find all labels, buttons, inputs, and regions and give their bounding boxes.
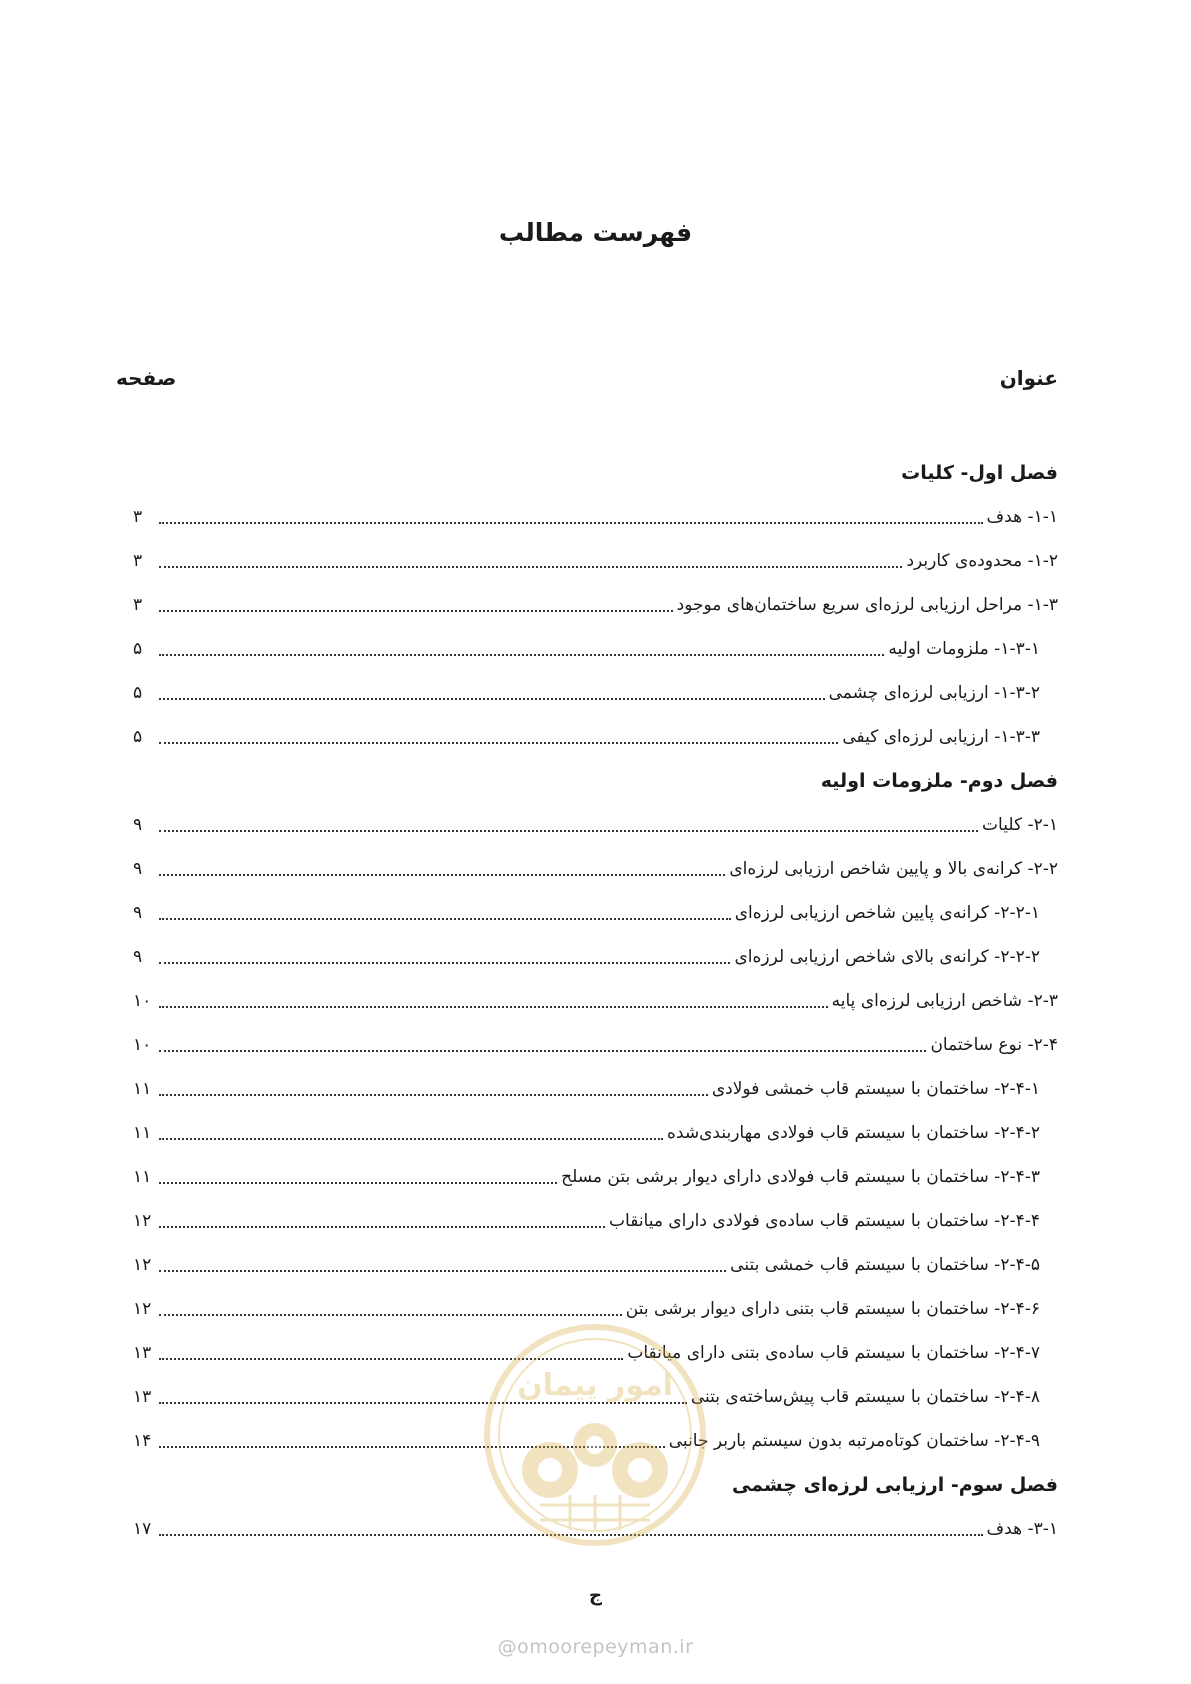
toc-entry[interactable]: [133, 935, 1058, 979]
toc-dot-leader: [159, 1314, 622, 1316]
toc-chapter-heading: فصل سوم- ارزیابی لرزه‌ای چشمی: [731, 1474, 1058, 1496]
watermark-site-text: omoorepeyman.ir: [517, 1636, 694, 1658]
toc-entry-label: ۲-۳- شاخص ارزیابی لرزه‌ای پایه: [831, 991, 1058, 1011]
toc-entry-page: ۹: [133, 859, 143, 879]
at-icon: @: [497, 1636, 518, 1658]
toc-chapter-heading: فصل اول- کلیات: [901, 462, 1058, 484]
toc-dot-leader: [159, 1182, 557, 1184]
toc-entry-label: ۲-۴-۳- ساختمان با سیستم قاب فولادی دارای دیوار برشی بتن مسلح: [561, 1167, 1040, 1187]
toc-entry[interactable]: [133, 1155, 1058, 1199]
toc-entry-label: ۲-۴- نوع ساختمان: [930, 1035, 1058, 1055]
toc-entry-page: ۵: [133, 727, 143, 747]
toc-entry-page: ۱۷: [133, 1519, 152, 1539]
watermark-seal-icon: [480, 1320, 710, 1550]
toc-entry[interactable]: [133, 627, 1058, 671]
toc-entry[interactable]: [133, 891, 1058, 935]
watermark-logo-text: امور پیمان: [517, 1368, 673, 1403]
toc-entry-label: ۲-۲- کرانه‌ی بالا و پایین شاخص ارزیابی لرزه‌ای: [729, 859, 1058, 879]
toc-entry-label: ۲-۲-۲- کرانه‌ی بالای شاخص ارزیابی لرزه‌ای: [734, 947, 1040, 967]
toc-dot-leader: [159, 566, 902, 568]
toc-entry[interactable]: [133, 671, 1058, 715]
toc-entry-page: ۱۱: [133, 1123, 152, 1143]
toc-entry-page: ۵: [133, 683, 143, 703]
toc-entry-page: ۱۲: [133, 1299, 152, 1319]
toc-entry-label: ۲-۴-۹- ساختمان کوتاه‌مرتبه بدون سیستم باربر جانبی: [668, 1431, 1040, 1451]
toc-dot-leader: [159, 874, 725, 876]
toc-entry[interactable]: [133, 1111, 1058, 1155]
toc-entry-page: ۱۳: [133, 1387, 152, 1407]
toc-entry-page: ۱۱: [133, 1079, 152, 1099]
toc-entry-page: ۳: [133, 551, 143, 571]
watermark-site: [0, 1636, 1191, 1658]
toc-entry[interactable]: [133, 495, 1058, 539]
toc-entry[interactable]: [133, 1067, 1058, 1111]
toc-entry-label: ۱-۳-۳- ارزیابی لرزه‌ای کیفی: [842, 727, 1040, 747]
toc-dot-leader: [159, 654, 884, 656]
toc-entry-label: ۲-۴-۵- ساختمان با سیستم قاب خمشی بتنی: [730, 1255, 1040, 1275]
toc-entry-page: ۳: [133, 507, 143, 527]
column-header-title: عنوان: [999, 366, 1058, 390]
toc-dot-leader: [159, 918, 731, 920]
toc-entry-label: ۲-۱- کلیات: [982, 815, 1058, 835]
toc-dot-leader: [159, 830, 978, 832]
toc-entry-label: ۱-۳-۲- ارزیابی لرزه‌ای چشمی: [828, 683, 1040, 703]
toc-entry[interactable]: [133, 803, 1058, 847]
toc-entry-page: ۱۰: [133, 1035, 152, 1055]
toc-entry[interactable]: [133, 539, 1058, 583]
toc-entry-label: ۲-۴-۶- ساختمان با سیستم قاب بتنی دارای دیوار برشی بتن: [625, 1299, 1040, 1319]
toc-dot-leader: [159, 522, 983, 524]
toc-entry-label: ۲-۲-۱- کرانه‌ی پایین شاخص ارزیابی لرزه‌ای: [734, 903, 1040, 923]
toc-entry-label: ۱-۲- محدوده‌ی کاربرد: [906, 551, 1058, 571]
toc-entry-page: ۹: [133, 947, 143, 967]
toc-entry-page: ۱۲: [133, 1211, 152, 1231]
toc-entry[interactable]: [133, 1243, 1058, 1287]
toc-entry-page: ۱۲: [133, 1255, 152, 1275]
toc-entry-page: ۱۱: [133, 1167, 152, 1187]
toc-entry[interactable]: [133, 1023, 1058, 1067]
toc-entry-page: ۱۴: [133, 1431, 152, 1451]
toc-entry-label: ۱-۳-۱- ملزومات اولیه: [888, 639, 1040, 659]
toc-entry-page: ۹: [133, 815, 143, 835]
toc-entry-page: ۱۳: [133, 1343, 152, 1363]
toc-entry-label: ۱-۱- هدف: [986, 507, 1058, 527]
toc-entry-label: ۲-۴-۸- ساختمان با سیستم قاب پیش‌ساخته‌ی بتنی: [690, 1387, 1040, 1407]
toc-dot-leader: [159, 1006, 828, 1008]
toc-dot-leader: [159, 698, 825, 700]
toc-chapter-heading: فصل دوم- ملزومات اولیه: [820, 770, 1058, 792]
toc-entry-page: ۹: [133, 903, 143, 923]
toc-entry[interactable]: [133, 583, 1058, 627]
toc-dot-leader: [159, 610, 673, 612]
toc-entry[interactable]: [133, 715, 1058, 759]
toc-dot-leader: [159, 1270, 726, 1272]
toc-entry[interactable]: [133, 847, 1058, 891]
toc-dot-leader: [159, 1094, 708, 1096]
toc-entry-label: ۱-۳- مراحل ارزیابی لرزه‌ای سریع ساختمان‌های موجود: [676, 595, 1058, 615]
page-number: ج: [589, 1585, 602, 1606]
toc-entry-label: ۳-۱- هدف: [986, 1519, 1058, 1539]
toc-entry-label: ۲-۴-۴- ساختمان با سیستم قاب ساده‌ی فولادی دارای میانقاب: [609, 1211, 1040, 1231]
toc-dot-leader: [159, 1226, 605, 1228]
toc-dot-leader: [159, 962, 730, 964]
toc-entry-label: ۲-۴-۱- ساختمان با سیستم قاب خمشی فولادی: [711, 1079, 1040, 1099]
toc-entry-page: ۳: [133, 595, 143, 615]
column-header-page: صفحه: [116, 366, 177, 390]
toc-dot-leader: [159, 742, 838, 744]
toc-dot-leader: [159, 1138, 663, 1140]
toc-entry-page: ۵: [133, 639, 143, 659]
toc-entry-label: ۲-۴-۲- ساختمان با سیستم قاب فولادی مهاربندی‌شده: [667, 1123, 1040, 1143]
page-title: فهرست مطالب: [498, 218, 693, 247]
toc-entry-page: ۱۰: [133, 991, 152, 1011]
toc-dot-leader: [159, 1050, 926, 1052]
toc-entry[interactable]: [133, 1199, 1058, 1243]
toc-entry[interactable]: [133, 979, 1058, 1023]
toc-entry-label: ۲-۴-۷- ساختمان با سیستم قاب ساده‌ی بتنی دارای میانقاب: [627, 1343, 1040, 1363]
